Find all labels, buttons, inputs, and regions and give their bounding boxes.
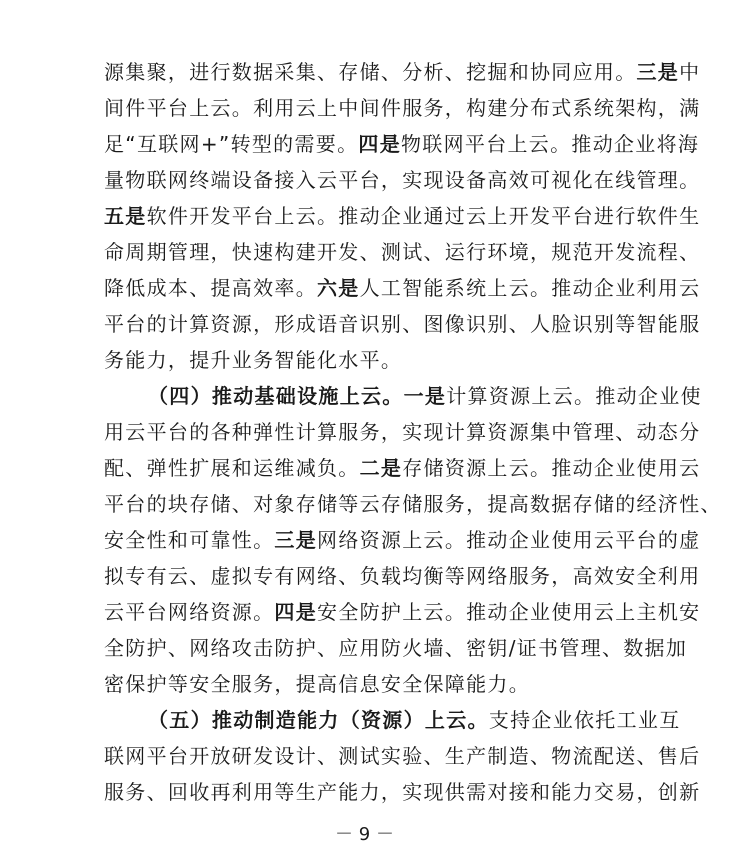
text-line [104,522,701,558]
text-run: 全防护、网络攻击防护、应用防火墙、密钥/证书管理、数据加 [104,636,688,660]
text-run: 联网平台开放研发设计、测试实验、生产制造、物流配送、售后 [104,744,701,768]
text-run: 源集聚，进行数据采集、存储、分析、挖掘和协同应用。 [104,60,637,84]
text-run: 用云平台的各种弹性计算服务，实现计算资源集中管理、动态分 [104,420,701,444]
bold-marker: 三是 [274,528,318,552]
text-run: 降低成本、提高效率。 [104,276,317,300]
text-run: 计算资源上云。推动企业使 [446,384,702,408]
bold-marker: 一是 [403,384,447,408]
bold-marker: 四是 [358,132,401,156]
section-heading-line [104,378,702,414]
text-line [104,738,701,774]
text-run: 安全性和可靠性。 [104,528,275,552]
text-run: 人工智能系统上云。推动企业利用云 [359,276,701,300]
text-run: 足“互联网+”转型的需要。 [104,132,359,156]
text-line [104,486,722,522]
text-line [104,558,701,594]
text-line [104,450,701,486]
text-line [104,594,701,630]
text-run: 物联网平台上云。推动企业将海 [401,132,700,156]
text-run: 务能力，提升业务智能化水平。 [104,348,403,372]
text-line [104,234,701,270]
text-run: 云平台网络资源。 [104,600,275,624]
text-run: 网络资源上云。推动企业使用云平台的虚 [317,528,701,552]
section-heading-line [104,702,681,738]
text-run: 配、弹性扩展和运维减负。 [104,456,360,480]
document-body [104,54,722,810]
text-run: 平台的块存储、对象存储等云存储服务，提高数据存储的经济性、 [104,492,722,516]
section-heading: （五）推动制造能力（资源）上云。 [148,708,489,732]
text-run: 命周期管理，快速构建开发、测试、运行环境，规范开发流程、 [104,240,701,264]
bold-marker: 五是 [104,204,147,228]
text-run: 软件开发平台上云。推动企业通过云上开发平台进行软件生 [146,204,701,228]
text-run: 服务、回收再利用等生产能力，实现供需对接和能力交易，创新 [104,780,701,804]
text-run: 间件平台上云。利用云上中间件服务，构建分布式系统架构，满 [104,96,701,120]
text-run: 安全防护上云。推动企业使用云上主机安 [317,600,701,624]
text-line [104,126,700,162]
text-line [104,630,688,666]
text-run: 密保护等安全服务，提高信息安全保障能力。 [104,672,530,696]
text-line [104,666,634,702]
text-run: 存储资源上云。推动企业使用云 [402,456,701,480]
text-line [104,306,701,342]
text-line [104,270,701,306]
text-line [104,774,701,810]
text-run: 支持企业依托工业互 [488,708,681,732]
text-line [104,54,701,90]
bold-marker: 六是 [317,276,360,300]
text-run: 量物联网终端设备接入云平台，实现设备高效可视化在线管理。 [104,168,701,192]
text-run: 中 [679,60,701,84]
bold-marker: 四是 [274,600,318,624]
text-line [104,90,701,126]
text-line [104,414,701,450]
text-line [104,198,701,234]
page-number: － 9 － [335,824,394,845]
bold-marker: 三是 [636,60,680,84]
text-line [104,162,701,198]
text-run: 平台的计算资源，形成语音识别、图像识别、人脸识别等智能服 [104,312,701,336]
section-heading: （四）推动基础设施上云。 [148,384,404,408]
text-line [104,342,634,378]
text-run: 拟专有云、虚拟专有网络、负载均衡等网络服务，高效安全利用 [104,564,701,588]
bold-marker: 二是 [359,456,403,480]
